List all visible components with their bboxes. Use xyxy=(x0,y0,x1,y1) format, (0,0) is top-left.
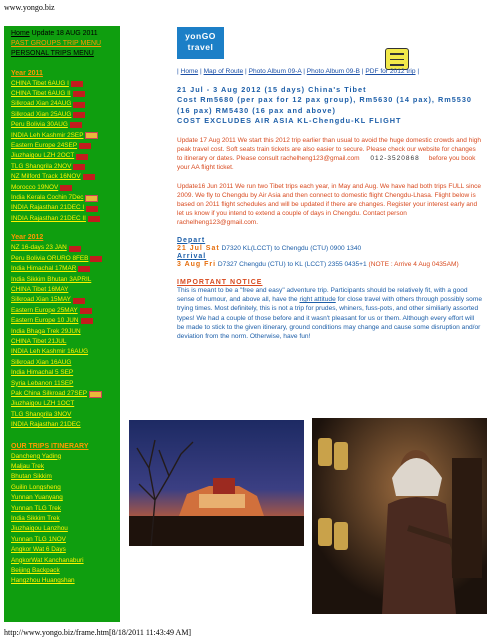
sidebar-trip-link[interactable] xyxy=(11,316,120,326)
update1-tail: before you book your AA flight ticket. xyxy=(177,154,476,171)
sidebar-trip-label: INDIA Rajasthan 21DEC II xyxy=(11,214,86,222)
top-nav xyxy=(177,68,482,75)
page-header-url: www.yongo.biz xyxy=(4,3,55,12)
sidebar-trip-link[interactable] xyxy=(11,151,120,161)
update-16-jun: Update16 Jun 2011 We run two Tibet trips each year, in May and Aug. We have had both trips FULL since 2009. We fly to Chengdu by Air Asia and then connect to domestic flight Chengdu-Lhasa. Flight below is based on 2011 flight schedules and will be updated if there are changes. Register your interest early and let us know if you intend to extend a couple of days in Chengdu. Contact person rachelheng123@gmail.com. xyxy=(177,182,481,226)
year-2012-heading: Year 2012 xyxy=(11,234,44,242)
sidebar-trip-link[interactable] xyxy=(11,162,120,172)
sidebar-trip-link[interactable] xyxy=(11,285,120,295)
sidebar-trip-link[interactable] xyxy=(11,99,120,109)
year-2011-heading: Year 2011 xyxy=(11,69,43,77)
sidebar-trip-label: Syria Lebanon 11SEP xyxy=(11,379,74,387)
trip-dates: 21 Jul - 3 Aug 2012 (15 days) China's Tibet xyxy=(177,85,367,94)
new-badge-icon xyxy=(83,174,95,180)
sidebar-trip-label: INDIA Rajasthan 21DEC xyxy=(11,421,81,429)
new-badge-icon xyxy=(90,256,102,262)
sidebar-trip-link[interactable] xyxy=(11,264,120,274)
sidebar-trip-link[interactable] xyxy=(11,131,120,141)
sidebar-trip-link[interactable] xyxy=(11,472,120,482)
sidebar-trip-link[interactable] xyxy=(11,295,120,305)
sidebar-trip-label: CHINA Tibet 21JUL xyxy=(11,337,67,345)
new-badge-icon xyxy=(88,216,100,222)
sidebar-trip-label: India Sikkim Trek xyxy=(11,515,60,523)
sidebar-trip-link[interactable] xyxy=(11,327,120,337)
sidebar-trip-label: Silkroad Xian 24AUG xyxy=(11,100,72,108)
update-text: Update 18 AUG 2011 xyxy=(31,30,98,37)
sidebar-trip-label: TLG Shangrila 2NOV xyxy=(11,162,72,170)
sidebar-trip-link[interactable] xyxy=(11,420,120,430)
sidebar-trip-label: CHINA Tibet 16MAY xyxy=(11,285,69,293)
new-badge-icon xyxy=(76,154,88,160)
update1-email[interactable]: rachelheng123@gmail.com xyxy=(280,154,360,162)
arrival-info: D7327 Chengdu (CTU) to KL (LCCT) 2355 0435+1 xyxy=(217,260,367,268)
sidebar-trip-link[interactable] xyxy=(11,524,120,534)
sidebar-trip-link[interactable] xyxy=(11,358,120,368)
nav-separator: | xyxy=(417,68,420,75)
new-badge-icon xyxy=(80,308,92,314)
sidebar-trip-label: Dancheng Yading xyxy=(11,452,62,460)
sidebar-trip-label: India Himachal 5 SEP xyxy=(11,369,74,377)
sidebar-trip-label: Morocco 19NOV xyxy=(11,183,59,191)
sidebar-trip-label: Jiuzhaigou Lanzhou xyxy=(11,525,68,533)
sidebar-trip-label: India Bhaga Trek 29JUN xyxy=(11,327,81,335)
yongo-logo[interactable] xyxy=(177,27,224,59)
nav-separator: | xyxy=(303,68,305,75)
sidebar-trip-label: AngkorWat Kanchanaburi xyxy=(11,556,84,564)
logo-line2: travel xyxy=(187,42,214,52)
sidebar-trip-label: INDIA Leh Kashmir 2SEP xyxy=(11,131,84,139)
new-badge-icon xyxy=(73,102,85,108)
sidebar-trip-label: Pak China Silkroad 27SEP xyxy=(11,389,88,397)
important-notice-heading: IMPORTANT NOTICE xyxy=(177,278,263,286)
nav-photo-album-a[interactable]: Photo Album 09-A xyxy=(248,68,302,75)
new-badge-icon xyxy=(89,391,102,398)
sidebar-trip-label: Yunnan TLG 1NOV xyxy=(11,535,66,543)
nav-separator: | xyxy=(177,68,179,75)
depart-info: D7320 KL(LCCT) to Chengdu (CTU) 0900 1340 xyxy=(221,244,362,252)
sidebar-trip-label: Jiuzhaigou LZH 1OCT xyxy=(11,400,75,408)
sidebar-trip-label: INDIA Leh Kashmir 16AUG xyxy=(11,348,89,356)
main-content xyxy=(177,68,482,341)
sidebar-trip-label: INDIA Rajasthan 21DEC I xyxy=(11,204,85,212)
note-icon[interactable] xyxy=(385,48,409,70)
sidebar-trip-label: Silkroad Xian 16AUG xyxy=(11,358,72,366)
new-badge-icon xyxy=(81,318,93,324)
sidebar-trip-label: India Sikkim Bhutan 3APRIL xyxy=(11,275,92,283)
sidebar-trip-link[interactable] xyxy=(11,483,120,493)
important-notice-body xyxy=(177,286,482,342)
sidebar-trip-label: India Himachal 17MAR xyxy=(11,265,77,273)
sidebar-trip-label: TLG Shangrila 3NOV xyxy=(11,410,72,418)
personal-trips-link[interactable]: PERSONAL TRIPS MENU xyxy=(11,50,94,58)
nav-separator: | xyxy=(200,68,202,75)
new-badge-icon xyxy=(60,185,72,191)
sidebar-trip-link[interactable] xyxy=(11,452,120,462)
sidebar-trip-label: Eastern Europe 10 JUN xyxy=(11,317,79,325)
sidebar-trip-label: Guilin Longsheng xyxy=(11,483,61,491)
trip-flight-note: COST EXCLUDES AIR ASIA KL-Chengdu-KL FLIGHT xyxy=(177,116,402,126)
past-groups-link[interactable]: PAST GROUPS TRIP MENU xyxy=(11,40,102,48)
update1-phone: 012-3520868 xyxy=(370,154,420,162)
itinerary-heading: OUR TRIPS ITINERARY xyxy=(11,442,89,450)
sidebar-trip-label: Peru Bolivia ORURO 8FEB xyxy=(11,254,89,262)
sidebar-trip-link[interactable] xyxy=(11,368,120,378)
sidebar xyxy=(4,26,120,622)
sidebar-trip-label: Angkor Wat 6 Days xyxy=(11,546,66,554)
depart-row xyxy=(177,244,482,253)
nav-map-of-route[interactable]: Map of Route xyxy=(203,68,244,75)
sidebar-trip-link[interactable] xyxy=(11,110,120,120)
sidebar-trip-link[interactable] xyxy=(11,566,120,576)
arrival-date: 3 Aug Fri xyxy=(177,260,217,268)
sidebar-trip-label: Peru Bolivia 30AUG xyxy=(11,121,68,129)
sidebar-trip-link[interactable] xyxy=(11,576,120,586)
sidebar-trip-link[interactable] xyxy=(11,214,120,224)
nav-photo-album-b[interactable]: Photo Album 09-B xyxy=(306,68,360,75)
arrival-note: (NOTE : Arrive 4 Aug 0435AM) xyxy=(368,260,459,268)
sidebar-trip-link[interactable] xyxy=(11,389,120,399)
sidebar-trip-link[interactable] xyxy=(11,183,120,193)
sidebar-trip-label: India Kerala Cochin 7Dec xyxy=(11,194,84,202)
notice-underlined: right attitude xyxy=(299,295,336,303)
new-badge-icon xyxy=(86,206,98,212)
sidebar-trip-label: Eastern Europe 25MAY xyxy=(11,306,78,314)
nav-separator: | xyxy=(245,68,247,75)
sidebar-trip-link[interactable] xyxy=(11,514,120,524)
nav-separator: | xyxy=(361,68,364,75)
new-badge-icon xyxy=(78,266,90,272)
sidebar-trip-label: NZ 16-days 23 JAN xyxy=(11,244,67,252)
sidebar-trip-link[interactable] xyxy=(11,243,120,253)
sidebar-trip-link[interactable] xyxy=(11,120,120,130)
trip-cost: Cost Rm5680 (per pax for 12 pax group), Rm5630 (14 pax), Rm5530 (16 pax) RM5430 (16 pax and above) xyxy=(177,95,472,115)
sidebar-trip-link[interactable] xyxy=(11,254,120,264)
home-link[interactable]: Home xyxy=(11,30,30,37)
sidebar-trip-link[interactable] xyxy=(11,79,120,89)
sidebar-trip-link[interactable] xyxy=(11,462,120,472)
sidebar-trip-link[interactable] xyxy=(11,545,120,555)
new-badge-icon xyxy=(85,132,98,139)
year-2011-list xyxy=(4,79,120,225)
sidebar-trip-label: CHINA Tibet 6AUG II xyxy=(11,90,71,98)
sidebar-trip-link[interactable] xyxy=(11,203,120,213)
sidebar-trip-label: Bhutan Sikkim xyxy=(11,473,52,481)
depart-date: 21 Jul Sat xyxy=(177,244,220,252)
sidebar-trip-label: Yunnan TLG Trek xyxy=(11,504,61,512)
sidebar-trip-label: Jiuzhaigou LZH 2OCT xyxy=(11,152,75,160)
sidebar-trip-link[interactable] xyxy=(11,337,120,347)
new-badge-icon xyxy=(73,298,85,304)
sidebar-trip-label: Maljau Trek xyxy=(11,463,45,471)
update1-text: Update 17 Aug 2011 We start this 2012 trip earlier than usual to avoid the huge domestic crowds and high peak travel cost. Soft seats train tickets are also easier to secure. Please check our website for changes to itinerary or dates. Please consult xyxy=(177,136,482,162)
pilgrim-photo[interactable] xyxy=(312,418,487,614)
flight-schedule xyxy=(177,237,482,269)
new-badge-icon xyxy=(79,143,91,149)
sidebar-trip-link[interactable] xyxy=(11,141,120,151)
trip-summary xyxy=(177,85,482,127)
sidebar-trip-label: Silkroad Xian 25AUG xyxy=(11,110,72,118)
depart-label: Depart xyxy=(177,236,206,244)
sidebar-trip-link[interactable] xyxy=(11,347,120,357)
sidebar-trip-label: Silkroad Xian 15MAY xyxy=(11,296,71,304)
arrival-row xyxy=(177,260,482,269)
arrival-label: Arrival xyxy=(177,252,207,260)
sidebar-trip-link[interactable] xyxy=(11,306,120,316)
page-footer-url: http://www.yongo.biz/frame.htm[8/18/2011 11:43:49 AM] xyxy=(4,628,192,637)
sidebar-trip-link[interactable] xyxy=(11,275,120,285)
new-badge-icon xyxy=(69,246,81,252)
new-badge-icon xyxy=(71,81,83,87)
year-2012-list xyxy=(4,243,120,430)
sidebar-trip-link[interactable] xyxy=(11,89,120,99)
sidebar-trip-label: NZ Milford Track 16NOV xyxy=(11,173,81,181)
sidebar-trip-link[interactable] xyxy=(11,556,120,566)
sidebar-trip-link[interactable] xyxy=(11,493,120,503)
nav-pdf-2012[interactable]: PDF for 2012 trip xyxy=(365,68,416,75)
sidebar-trip-label: CHINA Tibet 6AUG I xyxy=(11,79,69,87)
new-badge-icon xyxy=(85,195,98,202)
notice-before: This is meant to be a "free and easy" adventure trip. Participants should be relatively fit, with a good sense of humour, and above all, have the xyxy=(177,286,468,303)
potala-palace-photo[interactable] xyxy=(129,420,304,546)
sidebar-trip-link[interactable] xyxy=(11,379,120,389)
sidebar-trip-label: Beijing Backpack xyxy=(11,567,60,575)
sidebar-top xyxy=(4,26,120,60)
sidebar-trip-link[interactable] xyxy=(11,535,120,545)
new-badge-icon xyxy=(73,91,85,97)
new-badge-icon xyxy=(73,112,85,118)
notice-after: for close travel with others through possibly some trying times. Most definitely, this is not a trip for prudes, whiners, fuss-pots, and other similiarly assorted types! We had a couple of those before and it wasn't pleasant for us or them. Although every effort will be made to stick to the given itinerary, ground conditions may change and cause some disruption and/or deviation from the norm. Otherwise, have fun! xyxy=(177,295,482,341)
sidebar-trip-link[interactable] xyxy=(11,410,120,420)
update-17-aug xyxy=(177,136,482,172)
sidebar-trip-label: Yunnan Yuanyang xyxy=(11,494,63,502)
sidebar-trip-label: Eastern Europe 24SEP xyxy=(11,142,78,150)
itinerary-list xyxy=(4,452,120,587)
sidebar-trip-label: Hangzhou Huangshan xyxy=(11,577,75,585)
logo-line1: yonGO xyxy=(185,31,216,41)
nav-home[interactable]: Home xyxy=(180,68,199,75)
sidebar-trip-link[interactable] xyxy=(11,504,120,514)
new-badge-icon xyxy=(73,164,85,170)
new-badge-icon xyxy=(70,122,82,128)
sidebar-trip-link[interactable] xyxy=(11,193,120,203)
sidebar-trip-link[interactable] xyxy=(11,172,120,182)
sidebar-trip-link[interactable] xyxy=(11,399,120,409)
